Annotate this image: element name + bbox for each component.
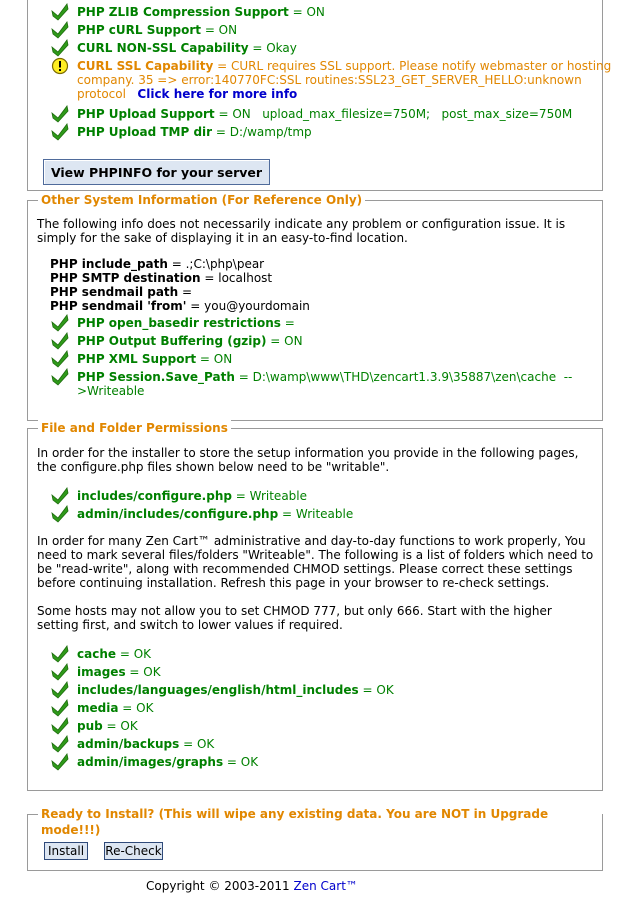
- checkmark-icon: [50, 314, 70, 332]
- checkmark-icon: [50, 487, 70, 505]
- info-label: PHP sendmail path: [50, 285, 179, 299]
- info-label: PHP sendmail 'from': [50, 299, 187, 313]
- check-label: PHP cURL Support: [77, 23, 201, 37]
- check-value: = ON: [266, 334, 303, 348]
- permissions-intro: In order for the installer to store the setup information you provide in the following pages, the configure.php files shown below need to be "writable".: [37, 446, 579, 474]
- check-label: PHP ZLIB Compression Support: [77, 5, 289, 19]
- folder-label: media: [77, 701, 119, 715]
- checkmark-icon: [50, 39, 70, 57]
- info-sendmail-from: [50, 299, 310, 313]
- info-value: = localhost: [200, 271, 273, 285]
- check-label: PHP Upload Support: [77, 107, 215, 121]
- checkmark-icon: [50, 663, 70, 681]
- warning-text-3: protocol: [77, 87, 126, 101]
- section-legend: Other System Information (For Reference Only): [38, 192, 365, 208]
- folder-label: includes/languages/english/html_includes: [77, 683, 359, 697]
- check-label: PHP Session.Save_Path: [77, 370, 235, 384]
- folder-label: cache: [77, 647, 117, 661]
- permissions-paragraph-3: Some hosts may not allow you to set CHMOD 777, but only 666. Start with the higher setting first, and switch to lower values if required.: [37, 604, 552, 632]
- checkmark-icon: [50, 735, 70, 753]
- perm-value: = Writeable: [231, 489, 308, 503]
- check-label: PHP open_basedir restrictions: [77, 316, 281, 330]
- info-sendmail-path: [50, 285, 192, 299]
- copyright-text: Copyright © 2003-2011: [146, 879, 294, 893]
- check-value: = ON upload_max_filesize=750M; post_max_size=750M: [214, 107, 573, 121]
- check-label: CURL NON-SSL Capability: [77, 41, 249, 55]
- check-value-2: >Writeable: [77, 384, 145, 398]
- check-label: PHP Output Buffering (gzip): [77, 334, 267, 348]
- warning-text: = CURL requires SSL support. Please notify webmaster or hosting: [213, 59, 612, 73]
- checkmark-icon: [50, 21, 70, 39]
- checkmark-icon: [50, 350, 70, 368]
- view-phpinfo-button[interactable]: View PHPINFO for your server: [43, 159, 270, 185]
- checkmark-icon: [50, 699, 70, 717]
- recheck-button[interactable]: Re-Check: [105, 844, 162, 858]
- folder-value: = OK: [102, 719, 138, 733]
- footer: [146, 879, 358, 893]
- warning-text-2: company. 35 => error:140770FC:SSL routines:SSL23_GET_SERVER_HELLO:unknown: [77, 73, 582, 87]
- perm-label: admin/includes/configure.php: [77, 507, 279, 521]
- check-value: =: [280, 316, 295, 330]
- other-info-intro: The following info does not necessarily indicate any problem or configuration issue. It is simply for the sake of displaying it in an easy-to-find location.: [37, 217, 566, 245]
- section-legend: Ready to Install? (This will wipe any existing data. You are NOT in Upgrade mode!!!): [38, 806, 602, 838]
- check-value: = ON: [201, 23, 238, 37]
- perm-label: includes/configure.php: [77, 489, 232, 503]
- info-smtp: [50, 271, 272, 285]
- warning-label: CURL SSL Capability: [77, 59, 214, 73]
- folder-label: images: [77, 665, 126, 679]
- info-label: PHP SMTP destination: [50, 271, 201, 285]
- checkmark-icon: [50, 332, 70, 350]
- perm-value: = Writeable: [278, 507, 354, 521]
- checkmark-icon: [50, 645, 70, 663]
- checkmark-icon: [50, 681, 70, 699]
- check-value: = ON: [288, 5, 325, 19]
- info-include-path: [50, 257, 264, 271]
- info-label: PHP include_path: [50, 257, 168, 271]
- folder-value: = OK: [223, 755, 259, 769]
- install-button[interactable]: Install: [44, 842, 88, 860]
- zen-cart-link[interactable]: Zen Cart™: [293, 879, 358, 893]
- folder-label: admin/backups: [77, 737, 180, 751]
- folder-value: = OK: [125, 665, 161, 679]
- check-label: PHP Upload TMP dir: [77, 125, 213, 139]
- checkmark-icon: [50, 368, 70, 386]
- folder-value: = OK: [179, 737, 215, 751]
- folder-value: = OK: [358, 683, 394, 697]
- info-value: = you@yourdomain: [186, 299, 310, 313]
- check-value: = ON: [196, 352, 233, 366]
- check-label: PHP XML Support: [77, 352, 197, 366]
- check-value: = D:/wamp/tmp: [212, 125, 312, 139]
- check-value: = D:\wamp\www\THD\zencart1.3.9\35887\zen\cache --: [234, 370, 573, 384]
- folder-label: pub: [77, 719, 103, 733]
- folder-value: = OK: [116, 647, 152, 661]
- checkmark-icon: [50, 123, 70, 141]
- check-value: = Okay: [248, 41, 297, 55]
- checkmark-icon: [50, 3, 70, 21]
- checkmark-icon: [50, 505, 70, 523]
- permissions-paragraph-2: In order for many Zen Cart™ administrative and day-to-day functions to work properly, You need to mark several files/folders "Writeable". The following is a list of folders which need to be "read-write", along with recommended CHMOD settings. Please correct these settings before continuing installation. Refresh this page in your browser to re-check settings.: [37, 534, 594, 590]
- more-info-link[interactable]: Click here for more info: [137, 87, 298, 101]
- folder-value: = OK: [118, 701, 154, 715]
- section-legend: File and Folder Permissions: [38, 420, 231, 436]
- info-value: =: [178, 285, 193, 299]
- folder-label: admin/images/graphs: [77, 755, 224, 769]
- checkmark-icon: [50, 105, 70, 123]
- checkmark-icon: [50, 717, 70, 735]
- checkmark-icon: [50, 753, 70, 771]
- warning-exclamation-icon: [50, 57, 70, 75]
- info-value: = .;C:\php\pear: [167, 257, 265, 271]
